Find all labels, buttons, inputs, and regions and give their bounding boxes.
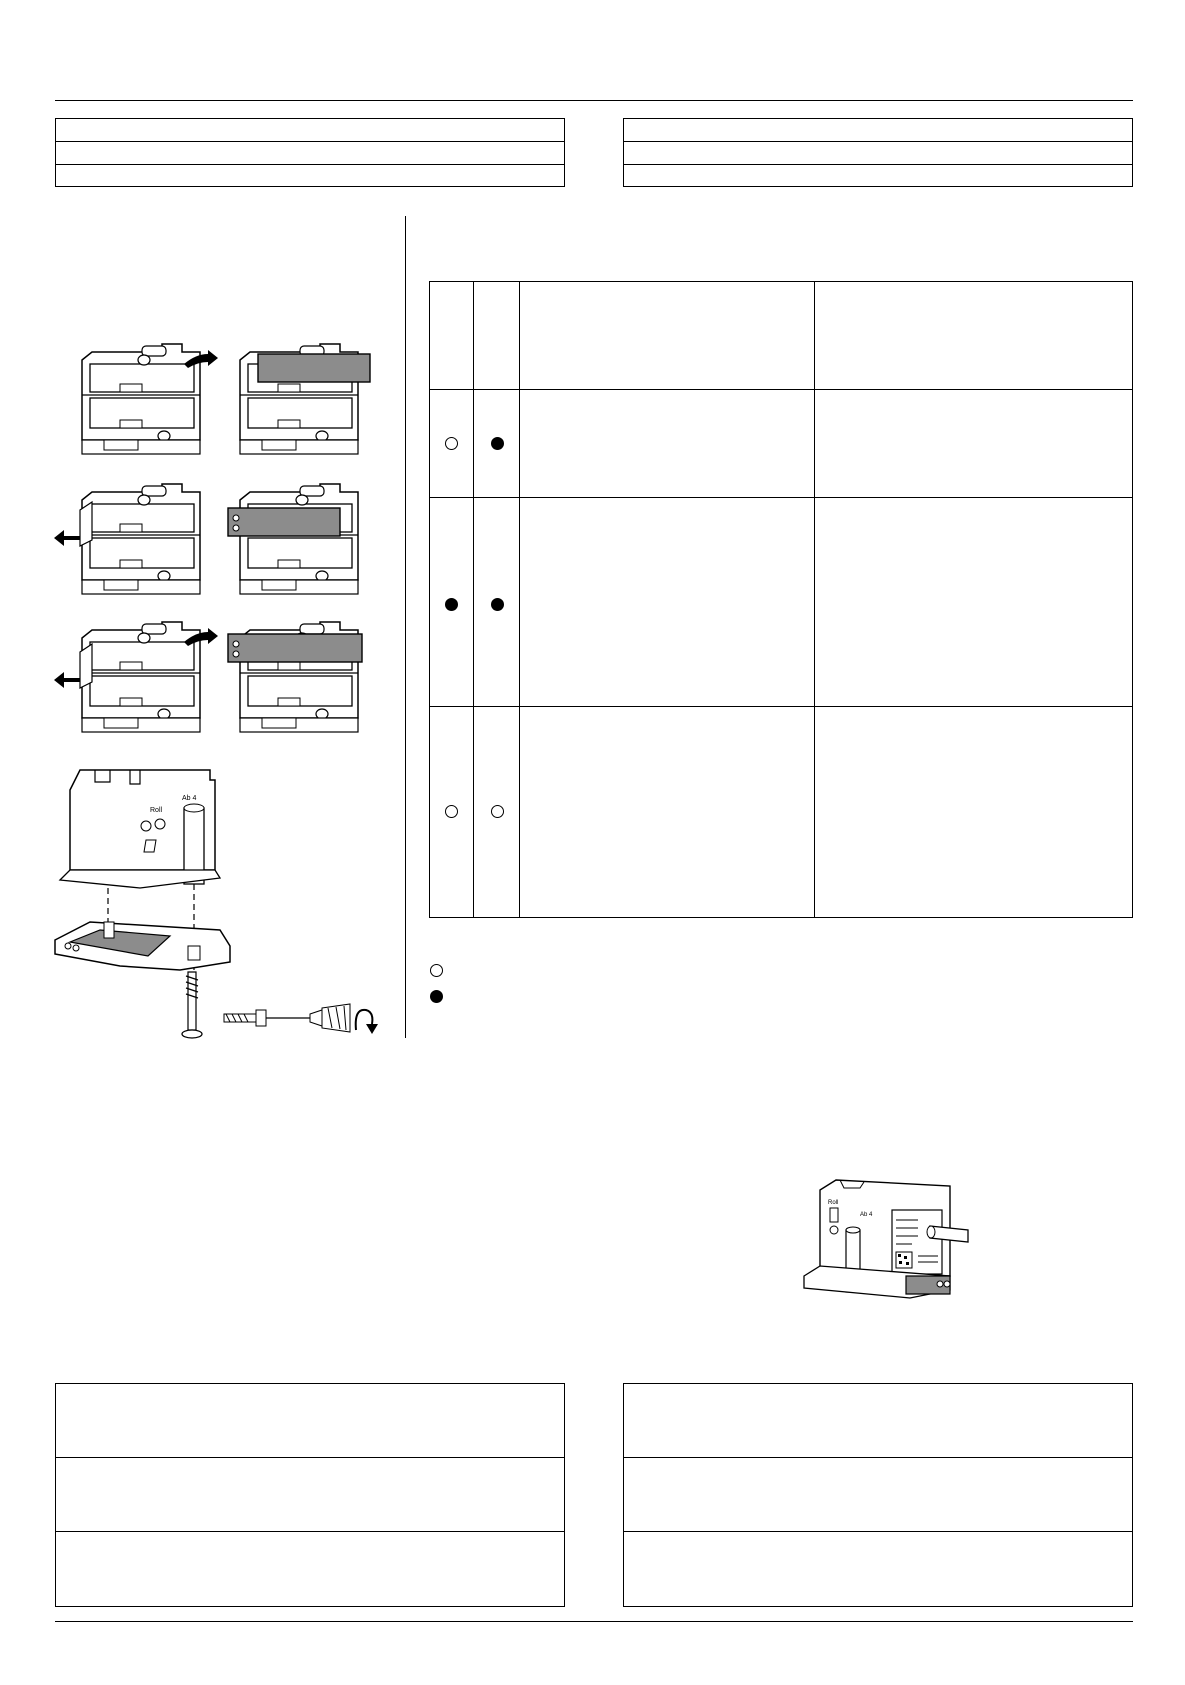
- figure-2b: [228, 484, 358, 594]
- figure-1b: [240, 344, 370, 454]
- open-circle-icon: [445, 805, 458, 818]
- device-label-illustration: [800, 1180, 1000, 1320]
- label-roll: Roll: [150, 807, 163, 814]
- figure-1a: [82, 344, 218, 454]
- matrix-row-divider: [430, 389, 1132, 390]
- open-circle-icon: [445, 437, 458, 450]
- table-row: [624, 142, 1132, 165]
- matrix-row-divider: [430, 706, 1132, 707]
- filled-circle-icon: [491, 437, 504, 450]
- footer-rule: [55, 1621, 1133, 1622]
- matrix-row-divider: [430, 497, 1132, 498]
- header-rule: [55, 100, 1133, 101]
- column-divider: [405, 216, 406, 1038]
- table-row: [56, 119, 564, 142]
- table-row: [56, 1458, 564, 1532]
- label-roll-small: Roll: [828, 1200, 839, 1206]
- filled-circle-icon: [445, 598, 458, 611]
- legend-filled-circle-icon: [430, 990, 443, 1003]
- bottom-left-table: [55, 1383, 565, 1607]
- table-row: [624, 1532, 1132, 1604]
- label-ab-small: Ab 4: [860, 1212, 873, 1218]
- table-row: [56, 1384, 564, 1458]
- table-row: [624, 1458, 1132, 1532]
- matrix-col-divider: [473, 282, 474, 917]
- label-ab: Ab 4: [182, 795, 197, 802]
- table-row: [814, 282, 1132, 389]
- top-left-table: [55, 118, 565, 187]
- illustrations: [0, 200, 400, 1040]
- table-row: [56, 165, 564, 185]
- table-row: [56, 142, 564, 165]
- bottom-right-table: [623, 1383, 1133, 1607]
- table-row: [519, 282, 814, 389]
- table-row: [624, 119, 1132, 142]
- legend-open-circle-icon: [430, 964, 443, 977]
- open-circle-icon: [491, 805, 504, 818]
- table-row: [624, 1384, 1132, 1458]
- table-row: [56, 1532, 564, 1604]
- figure-3b: [228, 622, 362, 732]
- figure-2a: [54, 484, 200, 594]
- figure-3a: [54, 622, 218, 732]
- filled-circle-icon: [491, 598, 504, 611]
- figure-assembly: [55, 770, 378, 1038]
- selection-matrix: [429, 281, 1133, 918]
- top-right-table: [623, 118, 1133, 187]
- table-row: [624, 165, 1132, 185]
